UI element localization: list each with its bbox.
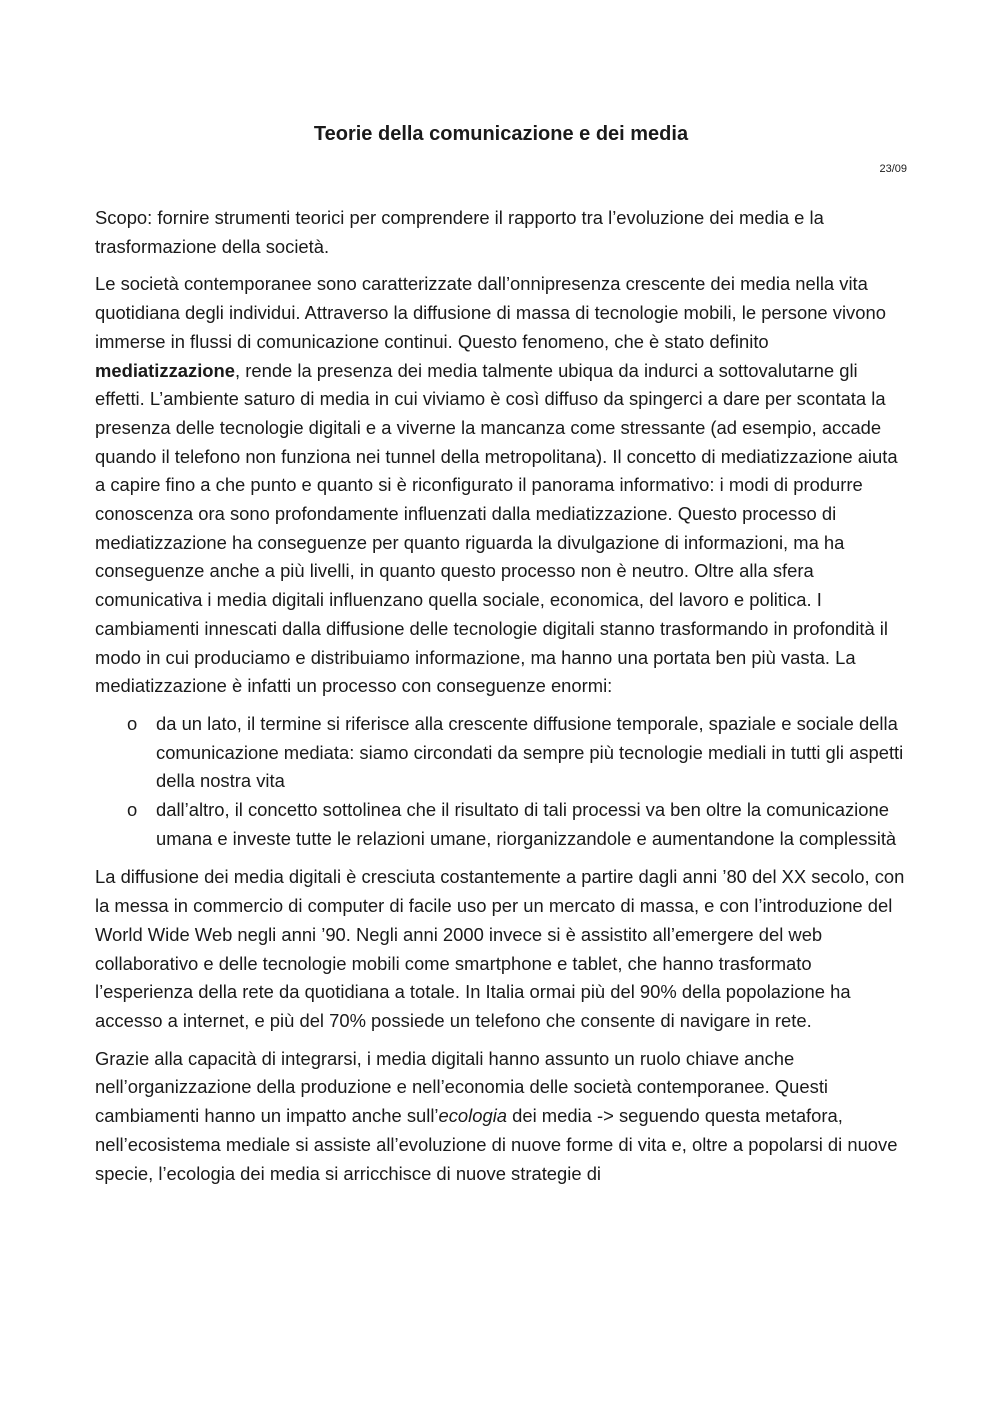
list-item: [95, 710, 907, 796]
bullet-marker: o: [127, 799, 138, 821]
document-page: [95, 118, 907, 1197]
list-item: [95, 796, 907, 853]
paragraph-text: , rende la presenza dei media talmente ubiqua da indurci a sottovalutarne gli effetti. L’ambiente saturo di media in cui viviamo è così diffuso da spingerci a dare per scontata la presenza delle tecnologie digitali e a viverne la mancanza come stressante (ad esempio, accade quando il telefono non funziona nei tunnel della metropolitana). Il concetto di mediatizzazione aiuta a capire fino a che punto e quanto si è riconfigurato il panorama informativo: i modi di produrre conoscenza ora sono profondamente influenzati dalla mediatizzazione. Questo processo di mediatizzazione ha conseguenze per quanto riguarda la divulgazione di informazioni, ma ha conseguenze anche a più livelli, in quanto questo processo non è neutro. Oltre alla sfera comunicativa i media digitali influenzano quella sociale, economica, del lavoro e politica. I cambiamenti innescati dalla diffusione delle tecnologie digitali stanno trasformando in profondità il modo in cui produciamo e distribuiamo informazione, ma hanno una portata ben più vasta. La mediatizzazione è infatti un processo con conseguenze enormi:: [95, 359, 898, 697]
paragraph-media-ecology: [95, 1045, 907, 1189]
paragraph-digital-media-growth: La diffusione dei media digitali è cresciuta costantemente a partire dagli anni ’80 del XX secolo, con la messa in commercio di computer di facile uso per un mercato di massa, e con l’introduzione del World Wide Web negli anni ’90. Negli anni 2000 invece si è assistito all’emergere del web collaborativo e delle tecnologie mobili come smartphone e tablet, che hanno trasformato l’esperienza della rete da quotidiana a totale. In Italia ormai più del 90% della popolazione ha accesso a internet, e più del 70% possiede un telefono che consente di navigare in rete.: [95, 866, 905, 1031]
list-item-text: da un lato, il termine si riferisce alla crescente diffusione temporale, spaziale e sociale della comunicazione mediata: siamo circondati da sempre più tecnologie mediali in tutti gli aspetti della nostra vita: [156, 712, 904, 792]
paragraph-scope: Scopo: fornire strumenti teorici per comprendere il rapporto tra l’evoluzione dei media e la trasformazione della società.: [95, 207, 824, 257]
bullet-marker: o: [127, 712, 138, 734]
document-title: Teorie della comunicazione e dei media: [313, 123, 689, 145]
bold-term: mediatizzazione: [95, 359, 236, 381]
paragraph-text: Le società contemporanee sono caratterizzate dall’onnipresenza crescente dei media nella vita quotidiana degli individui. Attraverso la diffusione di massa di tecnologie mobili, le persone vivono immerse in flussi di comunicazione continui. Questo fenomeno, che è stato definito: [95, 273, 886, 352]
paragraph-text: Grazie alla capacità di integrarsi, i media digitali hanno assunto un ruolo chiave anche nell’organizzazione della produzione e nell’economia delle società contemporanee. Questi cambiamenti hanno un impatto anche sull’: [95, 1047, 829, 1127]
paragraph-text: dei media -> seguendo questa metafora, nell’ecosistema mediale si assiste all’evoluzione di nuove forme di vita e, oltre a popolarsi di nuove specie, l’ecologia dei media si arricchisce di nuove strategie di: [95, 1105, 898, 1184]
paragraph-mediatization: [95, 270, 907, 701]
italic-term: ecologia: [438, 1105, 508, 1127]
list-item-text: dall’altro, il concetto sottolinea che il risultato di tali processi va ben oltre la comunicazione umana e investe tutte le relazioni umane, riorganizzandole e aumentandone la complessità: [156, 799, 897, 849]
bullet-list: [95, 710, 907, 854]
document-date: 23/09: [879, 163, 907, 175]
